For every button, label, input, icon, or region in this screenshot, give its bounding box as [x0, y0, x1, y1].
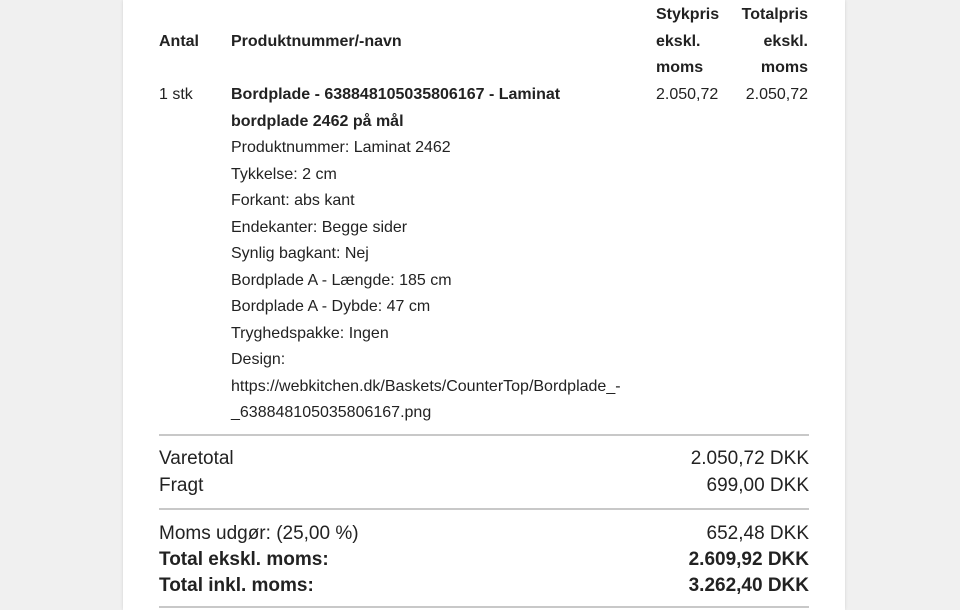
summary-total-ex-vat — [159, 547, 809, 574]
summary-label: Total inkl. moms: — [159, 575, 314, 596]
summary-value: 2.609,92 DKK — [688, 549, 809, 570]
summary-label: Total ekskl. moms: — [159, 549, 329, 570]
summary-value: 699,00 DKK — [706, 475, 809, 496]
item-title: Bordplade - 638848105035806167 - Laminat — [231, 86, 561, 103]
item-design-url: https://webkitchen.dk/Baskets/CounterTop/Bordplade_- — [231, 377, 621, 395]
header-unit-price-line: Stykpris — [656, 6, 720, 23]
summary-label: Fragt — [159, 475, 204, 496]
header-antal: Antal — [159, 33, 199, 50]
divider — [159, 606, 809, 608]
item-detail: Bordplade A - Dybde: 47 cm — [231, 298, 431, 315]
item-detail: Tryghedspakke: Ingen — [231, 324, 389, 342]
order-document — [123, 0, 845, 610]
item-detail: Synlig bagkant: Nej — [231, 245, 369, 262]
header-unit-price-line: ekskl. — [656, 32, 701, 50]
header-unit-price — [656, 2, 722, 82]
header-total-price — [730, 2, 808, 82]
divider — [159, 434, 809, 436]
header-total-price-line: moms — [760, 59, 808, 76]
summary-fragt — [159, 473, 809, 500]
item-description — [231, 82, 651, 427]
summary-varetotal — [159, 446, 809, 473]
item-unit-price: 2.050,72 — [656, 86, 719, 103]
item-detail: Forkant: abs kant — [231, 192, 355, 209]
item-detail: Bordplade A - Længde: 185 cm — [231, 271, 452, 289]
item-detail: Tykkelse: 2 cm — [231, 165, 337, 183]
summary-value: 2.050,72 DKK — [690, 448, 809, 469]
item-total-price: 2.050,72 — [745, 86, 808, 103]
summary-value: 652,48 DKK — [706, 523, 809, 544]
header-product-name: Produktnummer/-navn — [231, 33, 402, 50]
item-design-url: _638848105035806167.png — [231, 404, 432, 421]
item-detail: Produktnummer: Laminat 2462 — [231, 139, 451, 156]
divider — [159, 508, 809, 510]
header-total-price-line: Totalpris — [741, 6, 808, 23]
summary-moms — [159, 521, 809, 548]
item-detail: Endekanter: Begge sider — [231, 218, 408, 236]
summary-value: 3.262,40 DKK — [688, 575, 809, 596]
header-unit-price-line: moms — [656, 59, 704, 76]
summary-label: Varetotal — [159, 448, 234, 469]
item-title: bordplade 2462 på mål — [231, 112, 404, 130]
item-quantity: 1 stk — [159, 86, 193, 103]
item-detail: Design: — [231, 351, 286, 368]
summary-label: Moms udgør: (25,00 %) — [159, 523, 359, 544]
header-total-price-line: ekskl. — [763, 32, 808, 50]
summary-total-inc-vat — [159, 573, 809, 600]
